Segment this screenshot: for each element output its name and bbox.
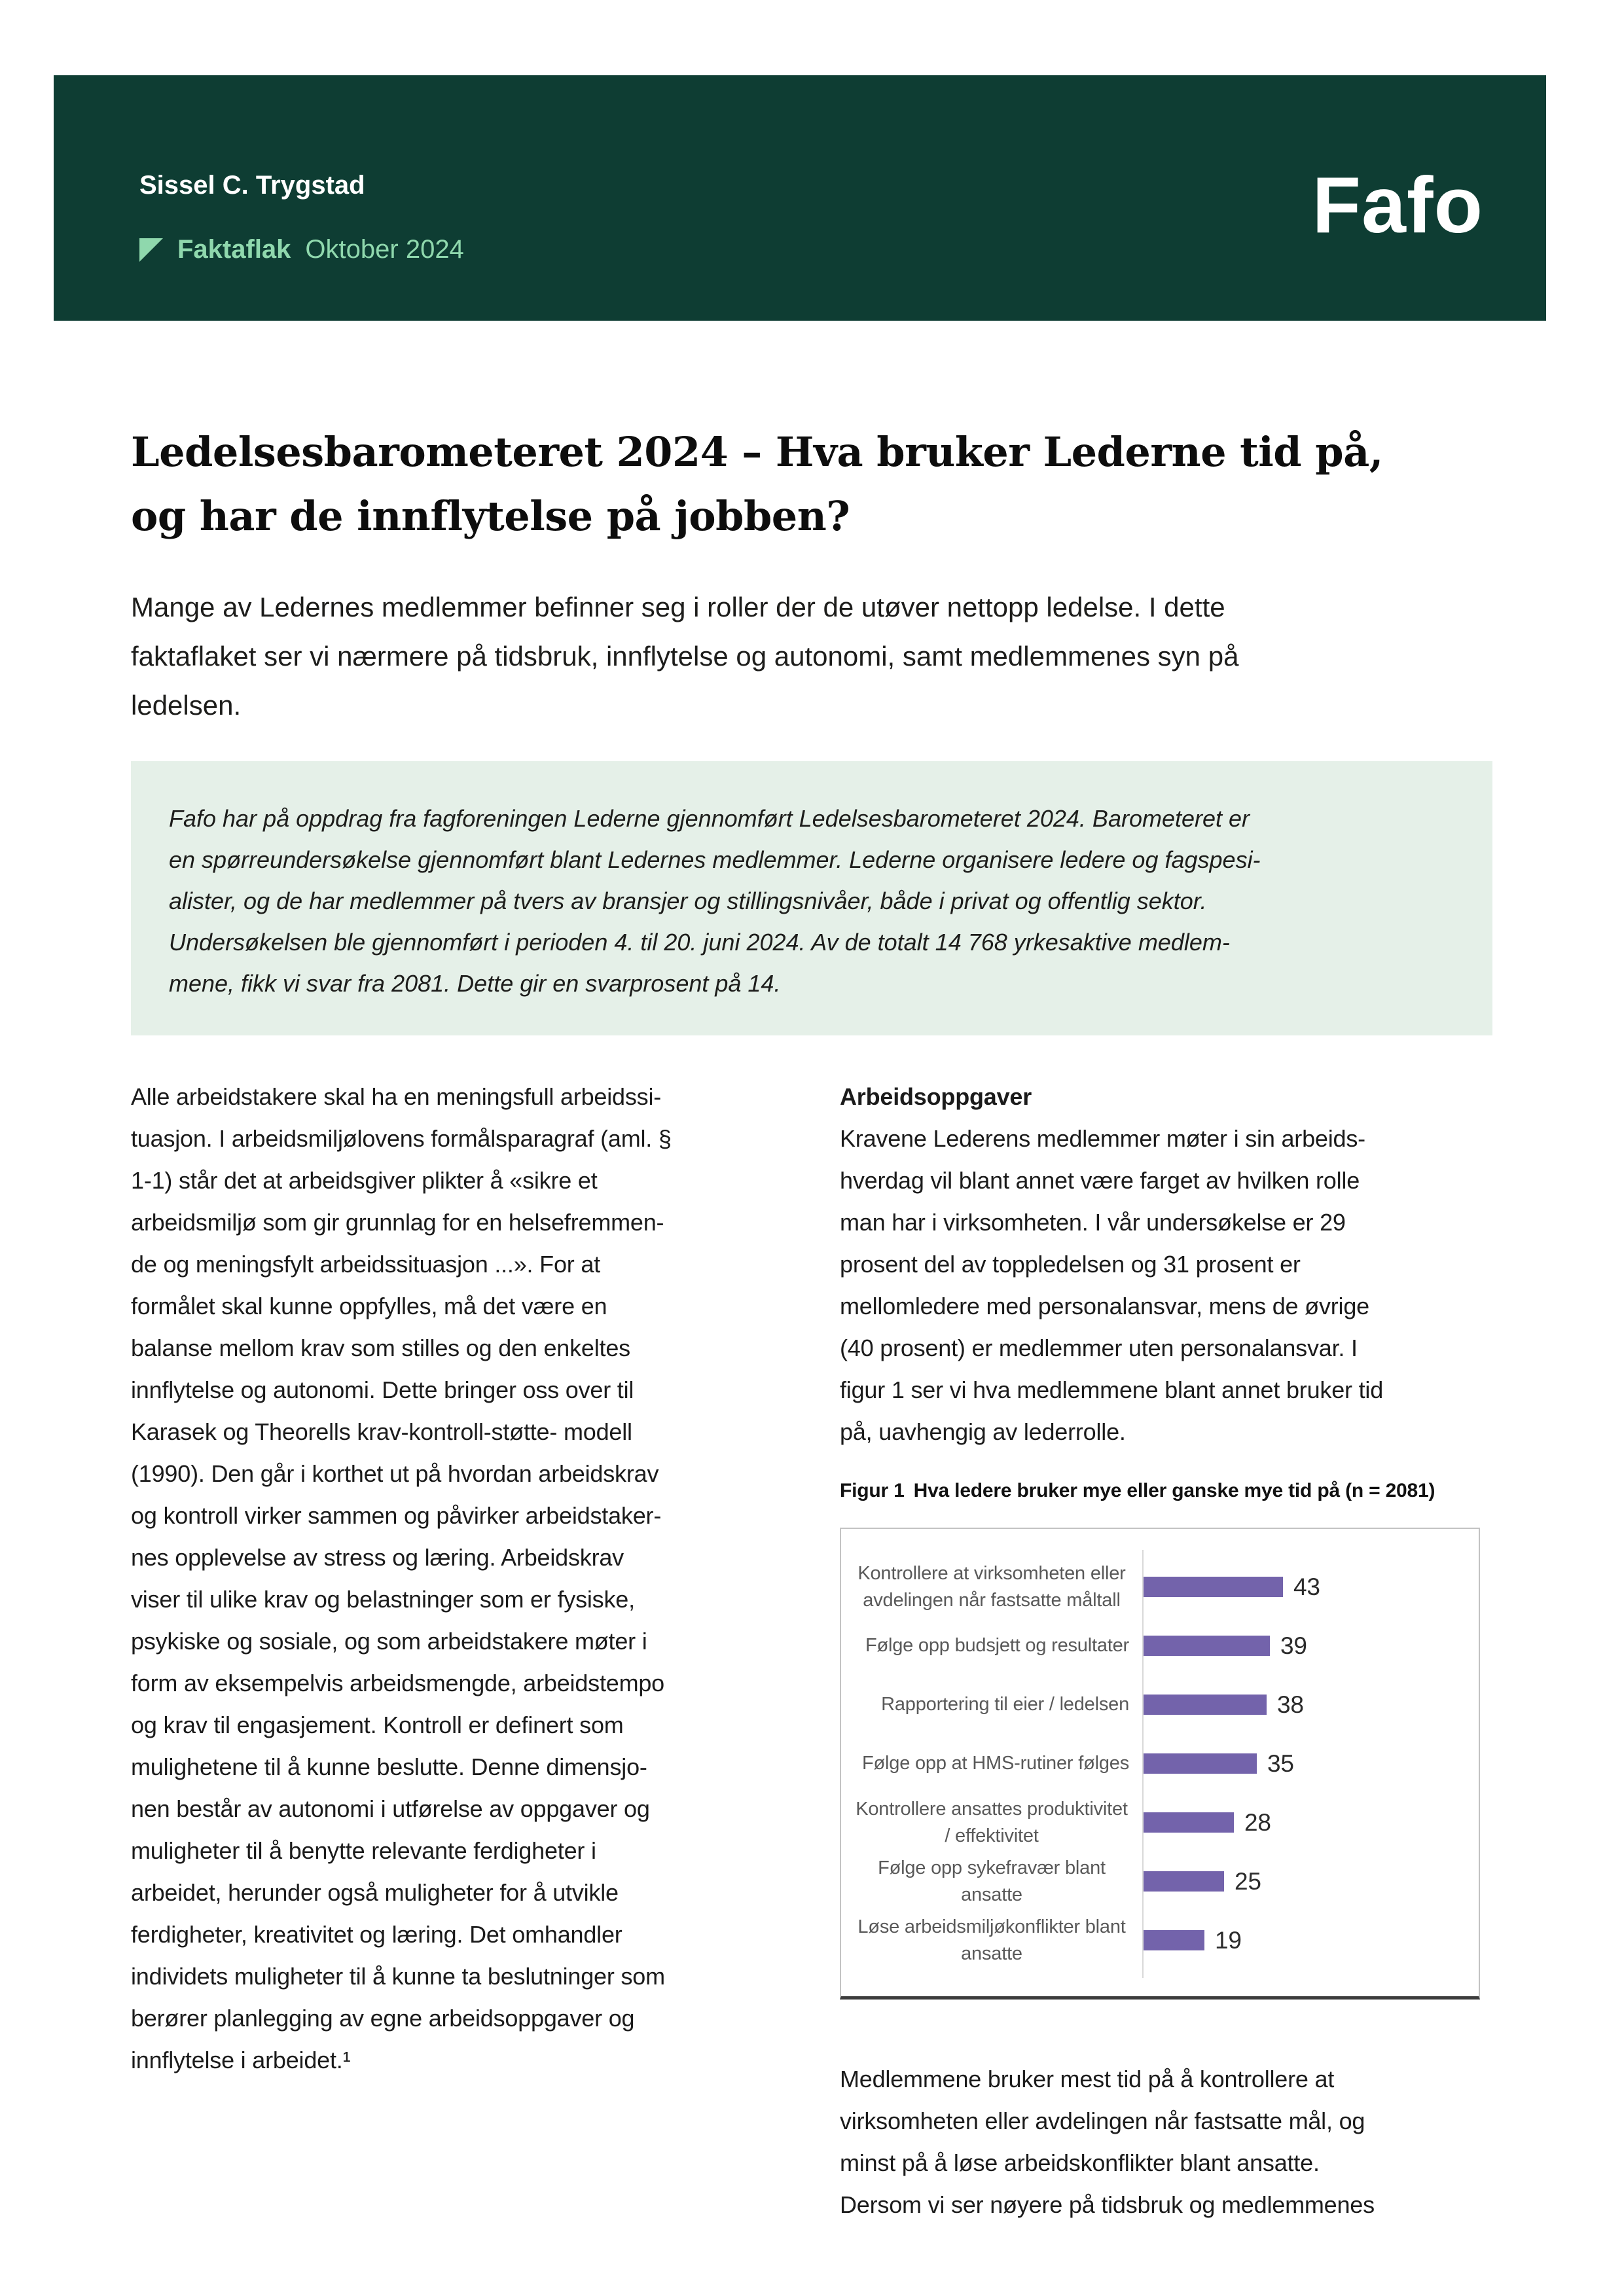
category-label-text: Løse arbeidsmiljøkonflikter blant ansatte — [857, 1916, 1126, 1964]
text-line: innflytelse og autonomi. Dette bringer oss over til — [131, 1376, 634, 1403]
two-column-body — [131, 1076, 1492, 2226]
chart-rows — [854, 1558, 1479, 1970]
right-column-text — [840, 1118, 1492, 1453]
text-line: på, uavhengig av lederrolle. — [840, 1418, 1126, 1445]
category-label — [854, 1750, 1142, 1777]
issue-date: Oktober 2024 — [305, 235, 464, 264]
category-label-text: Rapportering til eier / ledelsen — [881, 1694, 1129, 1715]
text-line: Karasek og Theorells krav-kontroll-støtte- modell — [131, 1418, 632, 1445]
bar — [1142, 1930, 1204, 1950]
text-line: Dersom vi ser nøyere på tidsbruk og medlemmenes — [840, 2191, 1375, 2218]
text-line: 1-1) står det at arbeidsgiver plikter å «sikre et — [131, 1166, 598, 1194]
category-label-text: Følge opp at HMS-rutiner følges — [862, 1753, 1129, 1774]
header-band — [54, 75, 1546, 321]
text-line: Mange av Ledernes medlemmer befinner seg i roller der de utøver nettopp ledelse. I dette — [131, 591, 1225, 622]
series-label: Faktaflak — [177, 235, 291, 264]
bar-track — [1142, 1617, 1479, 1676]
bar-track — [1142, 1734, 1479, 1793]
chart-row — [854, 1676, 1479, 1734]
text-line: man har i virksomheten. I vår undersøkelse er 29 — [840, 1208, 1346, 1236]
figure-number: Figur 1 — [840, 1479, 905, 1501]
text-line: mene, fikk vi svar fra 2081. Dette gir en svarprosent på 14. — [169, 969, 781, 997]
category-label — [854, 1632, 1142, 1659]
text-line: Kravene Lederens medlemmer møter i sin arbeids- — [840, 1124, 1365, 1152]
text-line: Fafo har på oppdrag fra fagforeningen Lederne gjennomført Ledelsesbarometeret 2024. Barometeret er — [169, 804, 1250, 832]
category-label-text: Kontrollere at virksomheten eller avdelingen når fastsatte måltall — [857, 1562, 1126, 1611]
value-label: 19 — [1215, 1926, 1242, 1954]
text-line: muligheter til å benytte relevante ferdigheter i — [131, 1837, 596, 1864]
text-line: Undersøkelsen ble gjennomført i perioden 4. til 20. juni 2024. Av de totalt 14 768 yrkesaktive medlem- — [169, 928, 1230, 956]
text-line: figur 1 ser vi hva medlemmene blant annet bruker tid — [840, 1376, 1384, 1403]
page-title — [131, 420, 1492, 548]
bar — [1142, 1636, 1270, 1656]
text-line: innflytelse i arbeidet.¹ — [131, 2046, 351, 2073]
text-line: mulighetene til å kunne beslutte. Denne dimensjo- — [131, 1753, 647, 1780]
text-line: tuasjon. I arbeidsmiljølovens formålsparagraf (aml. § — [131, 1124, 672, 1152]
text-line: prosent del av toppledelsen og 31 prosent er — [840, 1250, 1301, 1278]
text-line: og krav til engasjement. Kontroll er definert som — [131, 1711, 624, 1738]
text-line: (40 prosent) er medlemmer uten personalansvar. I — [840, 1334, 1358, 1361]
intro-paragraph — [131, 583, 1492, 730]
section-heading: Arbeidsoppgaver — [840, 1083, 1032, 1110]
text-line: nen består av autonomi i utførelse av oppgaver og — [131, 1795, 650, 1822]
bar-chart — [840, 1528, 1480, 2000]
text-line: en spørreundersøkelse gjennomført blant Ledernes medlemmer. Lederne organisere ledere og fagspesi- — [169, 846, 1261, 873]
survey-info-box — [131, 761, 1492, 1035]
title-line: og har de innflytelse på jobben? — [131, 492, 850, 540]
text-line: berører planlegging av egne arbeidsoppgaver og — [131, 2004, 635, 2032]
text-line: arbeidsmiljø som gir grunnlag for en helsefremmen- — [131, 1208, 664, 1236]
text-line: minst på å løse arbeidskonflikter blant ansatte. — [840, 2149, 1320, 2176]
category-label — [854, 1560, 1142, 1614]
value-label: 35 — [1267, 1749, 1294, 1777]
value-label: 43 — [1293, 1573, 1320, 1600]
bar — [1142, 1812, 1234, 1833]
text-line: viser til ulike krav og belastninger som er fysiske, — [131, 1585, 635, 1613]
category-label-text: Kontrollere ansattes produktivitet / effektivitet — [856, 1798, 1128, 1846]
chart-row — [854, 1734, 1479, 1793]
text-line: individets muligheter til å kunne ta beslutninger som — [131, 1962, 665, 1990]
chart-row — [854, 1617, 1479, 1676]
figure-caption — [840, 1470, 1492, 1512]
category-label-text: Følge opp budsjett og resultater — [865, 1635, 1129, 1657]
title-line: Ledelsesbarometeret 2024 – Hva bruker Lederne tid på, — [131, 427, 1383, 476]
category-label-text: Følge opp sykefravær blant ansatte — [878, 1857, 1106, 1905]
value-label: 28 — [1244, 1808, 1271, 1836]
text-line: og kontroll virker sammen og påvirker arbeidstaker- — [131, 1501, 662, 1529]
text-line: psykiske og sosiale, og som arbeidstakere møter i — [131, 1627, 647, 1655]
text-line: Alle arbeidstakere skal ha en meningsfull arbeidssi- — [131, 1083, 662, 1110]
value-label: 39 — [1280, 1632, 1307, 1659]
left-column — [131, 1076, 784, 2226]
text-line: arbeidet, herunder også muligheter for å utvikle — [131, 1878, 619, 1906]
bar — [1142, 1695, 1267, 1715]
right-column — [840, 1076, 1492, 2226]
text-line: mellomledere med personalansvar, mens de øvrige — [840, 1292, 1369, 1319]
bar — [1142, 1871, 1224, 1892]
chart-row — [854, 1793, 1479, 1852]
bar-track — [1142, 1911, 1479, 1970]
text-line: form av eksempelvis arbeidsmengde, arbeidstempo — [131, 1669, 664, 1696]
bar — [1142, 1753, 1257, 1774]
text-line: formålet skal kunne oppfylles, må det være en — [131, 1292, 607, 1319]
text-line: nes opplevelse av stress og læring. Arbeidskrav — [131, 1543, 624, 1571]
author-name: Sissel C. Trygstad — [139, 171, 365, 200]
text-line: (1990). Den går i korthet ut på hvordan arbeidskrav — [131, 1460, 659, 1487]
bar-track — [1142, 1558, 1479, 1617]
after-figure-paragraph — [840, 2058, 1492, 2226]
text-line: balanse mellom krav som stilles og den enkeltes — [131, 1334, 630, 1361]
text-line: virksomheten eller avdelingen når fastsatte mål, og — [840, 2107, 1365, 2134]
category-label — [854, 1796, 1142, 1850]
bar-track — [1142, 1852, 1479, 1911]
bar — [1142, 1577, 1283, 1597]
chart-row — [854, 1852, 1479, 1911]
text-line: faktaflaket ser vi nærmere på tidsbruk, innflytelse og autonomi, samt medlemmenes syn på — [131, 640, 1239, 672]
text-line: ferdigheter, kreativitet og læring. Det omhandler — [131, 1920, 623, 1948]
fafo-logo: Fafo — [1312, 160, 1483, 249]
text-line: hverdag vil blant annet være farget av hvilken rolle — [840, 1166, 1360, 1194]
bar-track — [1142, 1793, 1479, 1852]
value-label: 25 — [1235, 1867, 1261, 1895]
page-content — [131, 393, 1492, 2226]
text-line: Medlemmene bruker mest tid på å kontrollere at — [840, 2065, 1335, 2092]
text-line: alister, og de har medlemmer på tvers av bransjer og stillingsnivåer, både i privat og offentlig sektor. — [169, 887, 1207, 914]
chart-row — [854, 1558, 1479, 1617]
value-label: 38 — [1277, 1691, 1304, 1718]
category-label — [854, 1914, 1142, 1967]
text-line: de og meningsfylt arbeidssituasjon ...». For at — [131, 1250, 600, 1278]
series-line — [139, 235, 464, 264]
text-line: ledelsen. — [131, 689, 242, 721]
category-label — [854, 1691, 1142, 1718]
category-label — [854, 1855, 1142, 1909]
figure-caption-text: Hva ledere bruker mye eller ganske mye tid på (n = 2081) — [913, 1479, 1435, 1501]
corner-triangle-icon — [139, 238, 163, 262]
bar-track — [1142, 1676, 1479, 1734]
chart-row — [854, 1911, 1479, 1970]
